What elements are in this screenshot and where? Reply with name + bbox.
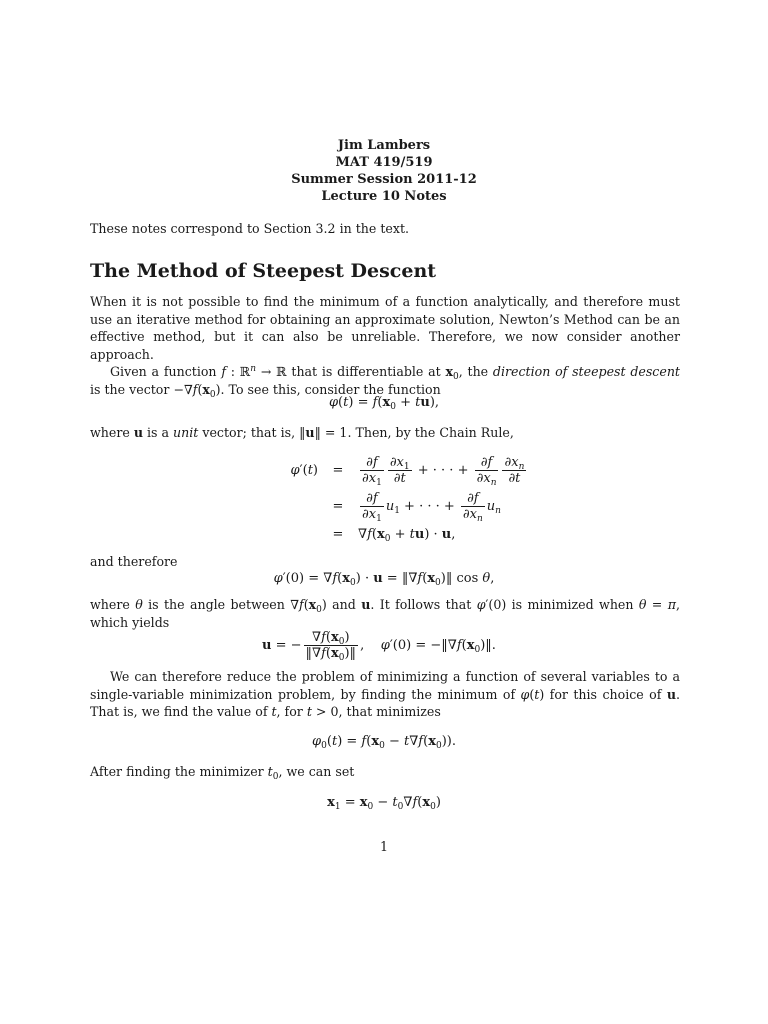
equation-u-steepest: u = − $\frac{\nabla f(x_0)}{‖\nabla f(x_0)‖}$ , $\varphi'(0) = -‖\nabla f(x_0)‖$. (262, 629, 496, 663)
paragraph-6: After finding the minimizer $t_0$, we can set (90, 764, 355, 782)
intro-text: These notes correspond to Section 3.2 in the text. (90, 221, 410, 236)
paragraph-5: We can therefore reduce the problem of minimizing a function of several variables to a single-variable minimization problem, by finding the minimum of φ(t) for this choice of u. That is, we find the value of t, for t > 0, that minimizes (90, 669, 680, 720)
course-code: MAT 419/519 (335, 155, 433, 170)
paragraph-2: Given a function f : ℝ$^n$ → ℝ that is differentiable at $x_0$, the direction of steepest descent is the vector $-\nabla f(x_0)$. To see this, consider the function (90, 364, 680, 400)
equation-chain-rule-line-2: = $\frac{\partial f}{\partial x_1}$ $u_1$ + · · · + $\frac{\partial f}{\partial x_n}$ $u_n$ (332, 490, 501, 524)
session-name: Summer Session 2011-12 (291, 172, 477, 187)
lecture-title: Lecture 10 Notes (321, 189, 447, 204)
equation-phi: $\varphi(t) = f(x_0 + tu)$, (328, 395, 440, 412)
equation-chain-rule-line-1: φ′(t) = $\frac{\partial f}{\partial x_1}$ $\frac{\partial x_1}{\partial t}$ + · · · + $\frac{\partial f}{\partial x_n}$ $\frac{\partial x_n}{\partial t}$ (290, 454, 525, 488)
and-therefore-text: and therefore (90, 554, 178, 569)
equation-phi0: $\varphi_0(t) = f(x_0 - t\nabla f(x_0))$. (312, 734, 456, 751)
paragraph-3: where u is a unit vector; that is, ‖u‖ = 1. Then, by the Chain Rule, (90, 425, 514, 440)
section-heading: The Method of Steepest Descent (90, 260, 437, 282)
paragraph-4: where θ is the angle between $\nabla f(x_0)$ and u. It follows that φ′(0) is minimized when θ = π, which yields (90, 597, 681, 630)
author-name: Jim Lambers (337, 138, 431, 153)
paragraph-1: When it is not possible to find the minimum of a function analytically, and therefore must use an iterative method for obtaining an approximate solution, Newton’s Method can be an effective method, but it can also be unreliable. Therefore, we now consider another approach. (90, 294, 680, 362)
equation-chain-rule-line-3: = $\nabla f(x_0 + tu) \cdot u$, (332, 526, 456, 544)
page-number: 1 (379, 839, 388, 854)
paragraph-intro (90, 293, 680, 399)
equation-phi-prime-zero: $\varphi'(0) = \nabla f(x_0) \cdot u$ = $‖\nabla f(x_0)‖$ cos θ, (273, 571, 495, 588)
equation-x1-update: $x_1 = x_0 - t_0\nabla f(x_0)$ (327, 795, 441, 812)
